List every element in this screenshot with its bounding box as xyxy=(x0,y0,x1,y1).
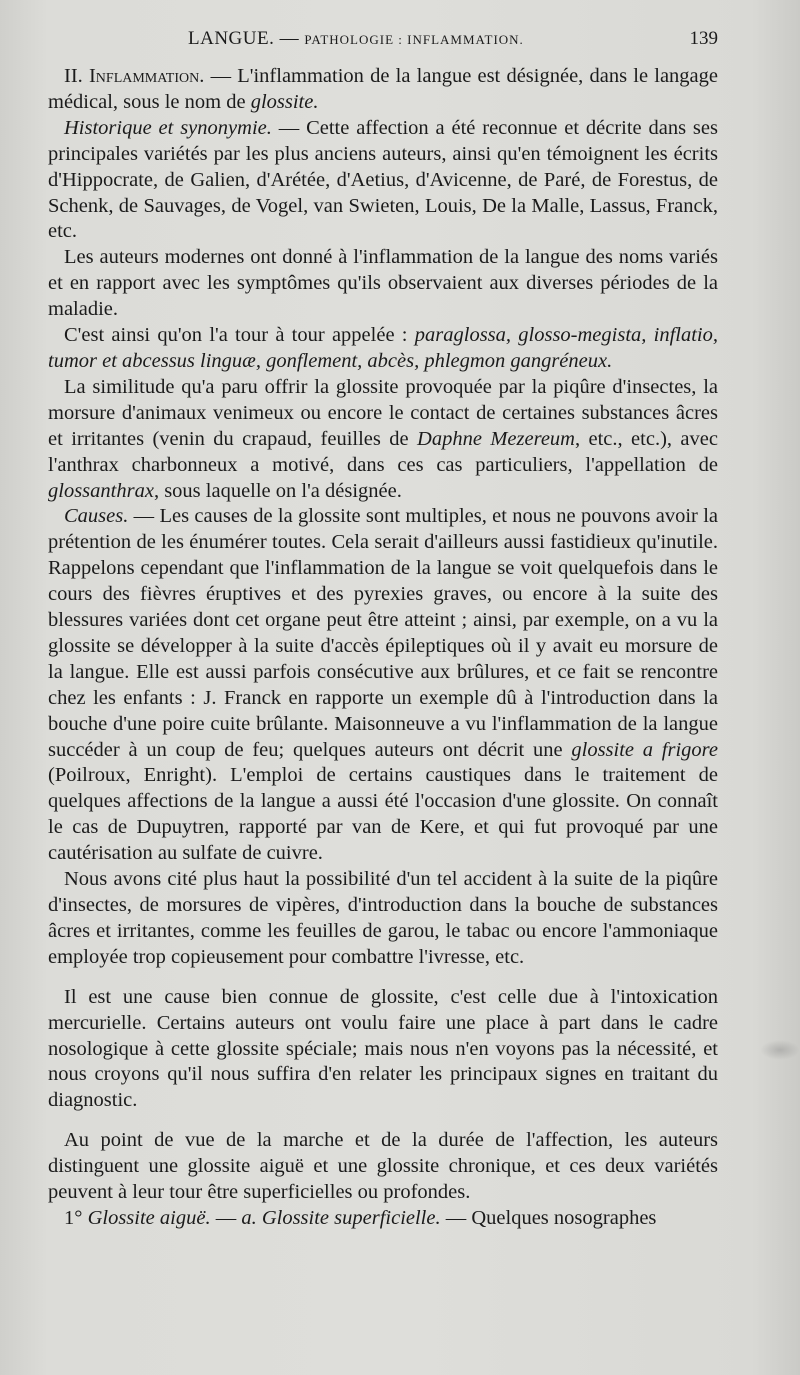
paragraph-text: — L'inflammation de la langue est désignée, dans le langage médical, sous le nom de xyxy=(48,65,718,113)
italic-term: a. Glossite superficielle. xyxy=(241,1206,441,1229)
paragraph-text: C'est ainsi qu'on l'a tour à tour appelée : xyxy=(64,324,415,347)
paragraph-text: La similitude qu'a paru offrir la glossite provoquée par la piqûre d'insectes, la morsure d'animaux venimeux ou encore le contact de certaines substances âcres et irritantes (venin du crapaud, feuilles de xyxy=(48,375,718,450)
italic-term: Daphne Mezereum xyxy=(417,427,575,450)
paragraph-text: — Les causes de la glossite sont multiples, et nous ne pouvons avoir la prétention de les énumérer toutes. Cela serait d'ailleurs aussi fastidieux qu'inutile. Rappelons cependant que l'inflammation de la langue se voit quelquefois dans le cours des fièvres éruptives et des pyrexies graves, ou encore à la suite des blessures variées dont cet organe peut être atteint ; ainsi, par exemple, on a vu la glossite se développer à la suite d'accès épileptiques où il y avait eu morsure de la langue. Elle est aussi parfois consécutive aux brûlures, et ce fait se rencontre chez les enfants : J. Franck en rapporte un exemple dû à l'introduction dans la bouche d'une poire cuite brûlante. Maisonneuve a vu l'inflammation de la langue succéder à un coup de feu; quelques auteurs ont décrit une xyxy=(48,505,718,761)
paragraph-gap xyxy=(48,971,718,985)
section-label: Causes. xyxy=(64,505,129,528)
running-header xyxy=(48,26,718,56)
paragraph-text: — Quelques nosographes xyxy=(440,1206,657,1229)
paper-stain xyxy=(760,1040,800,1060)
paragraph-causes xyxy=(48,504,718,867)
paragraph-piqure: Nous avons cité plus haut la possibilité d'un tel accident à la suite de la piqûre d'insectes, de morsures de vipères, d'introduction dans la bouche de substances âcres et irritantes, comme les feuilles de garou, le tabac ou encore l'ammoniaque employée trop copieusement pour combattre l'ivresse, etc. xyxy=(48,868,718,968)
italic-term: glossanthrax xyxy=(48,479,154,502)
body-text xyxy=(48,64,718,1232)
page-number: 139 xyxy=(689,28,718,49)
italic-term: glossite a frigore xyxy=(571,738,718,761)
italic-term: Glossite aiguë. xyxy=(87,1206,211,1229)
running-title-sep: — xyxy=(274,28,305,49)
paragraph-glossite-aigue xyxy=(48,1206,718,1232)
paragraph-auteurs-modernes: Les auteurs modernes ont donné à l'inflammation de la langue des noms variés et en rapport avec les symptômes qu'ils observaient aux diverses périodes de la maladie. xyxy=(48,246,718,321)
paragraph-inflammation xyxy=(48,64,718,116)
italic-term: paraglossa, glosso-megista, inflatio, tumor et abcessus linguæ, gonflement, abcès, phlegmon gangréneux. xyxy=(48,324,719,372)
paragraph-synonymes xyxy=(48,323,718,375)
paragraph-text: (Poilroux, Enright). L'emploi de certains caustiques dans le traitement de quelques affections de la langue a aussi été l'occasion d'une glossite. On connaît le cas de Dupuytren, rapporté par van de Kere, et qui fut provoqué par une cautérisation au sulfate de cuivre. xyxy=(48,764,718,865)
italic-term: glossite. xyxy=(250,90,319,113)
running-title xyxy=(188,28,524,50)
paragraph-gap xyxy=(48,1114,718,1128)
running-title-sub: PATHOLOGIE : INFLAMMATION. xyxy=(304,32,524,47)
section-number: 1° xyxy=(64,1206,88,1229)
paragraph-marche: Au point de vue de la marche et de la durée de l'affection, les auteurs distinguent une glossite aiguë et une glossite chronique, et ces deux variétés peuvent à leur tour être superficielles ou profondes. xyxy=(48,1129,718,1204)
paragraph-mercurielle: Il est une cause bien connue de glossite, c'est celle due à l'intoxication mercurielle. Certains auteurs ont voulu faire une place à part dans le cadre nosologique à cette glossite spéciale; mais nous n'en voyons pas la nécessité, et nous croyons qu'il nous suffira d'en relater les principaux signes en traitant du diagnostic. xyxy=(48,985,718,1112)
paragraph-text: — Cette affection a été reconnue et décrite dans ses principales variétés par les plus anciens auteurs, ainsi qu'en témoignent les écrits d'Hippocrate, de Galien, d'Arétée, d'Aetius, d'Avicenne, de Paré, de Forestus, de Schenk, de Sauvages, de Vogel, van Swieten, Louis, De la Malle, Lassus, Franck, etc. xyxy=(48,116,718,243)
paragraph-text: , sous laquelle on l'a désignée. xyxy=(153,479,402,502)
paragraph-historique xyxy=(48,116,718,246)
paragraph-text: — xyxy=(210,1206,242,1229)
paragraph-similitude xyxy=(48,375,718,505)
section-label: Historique et synonymie. xyxy=(64,116,272,139)
running-title-main: LANGUE. xyxy=(188,28,275,49)
section-label: II. Inflammation. xyxy=(64,65,205,87)
paragraph-text: , etc., etc.), avec l'anthrax charbonneux a motivé, dans ces cas particuliers, l'appellation de xyxy=(48,427,718,476)
